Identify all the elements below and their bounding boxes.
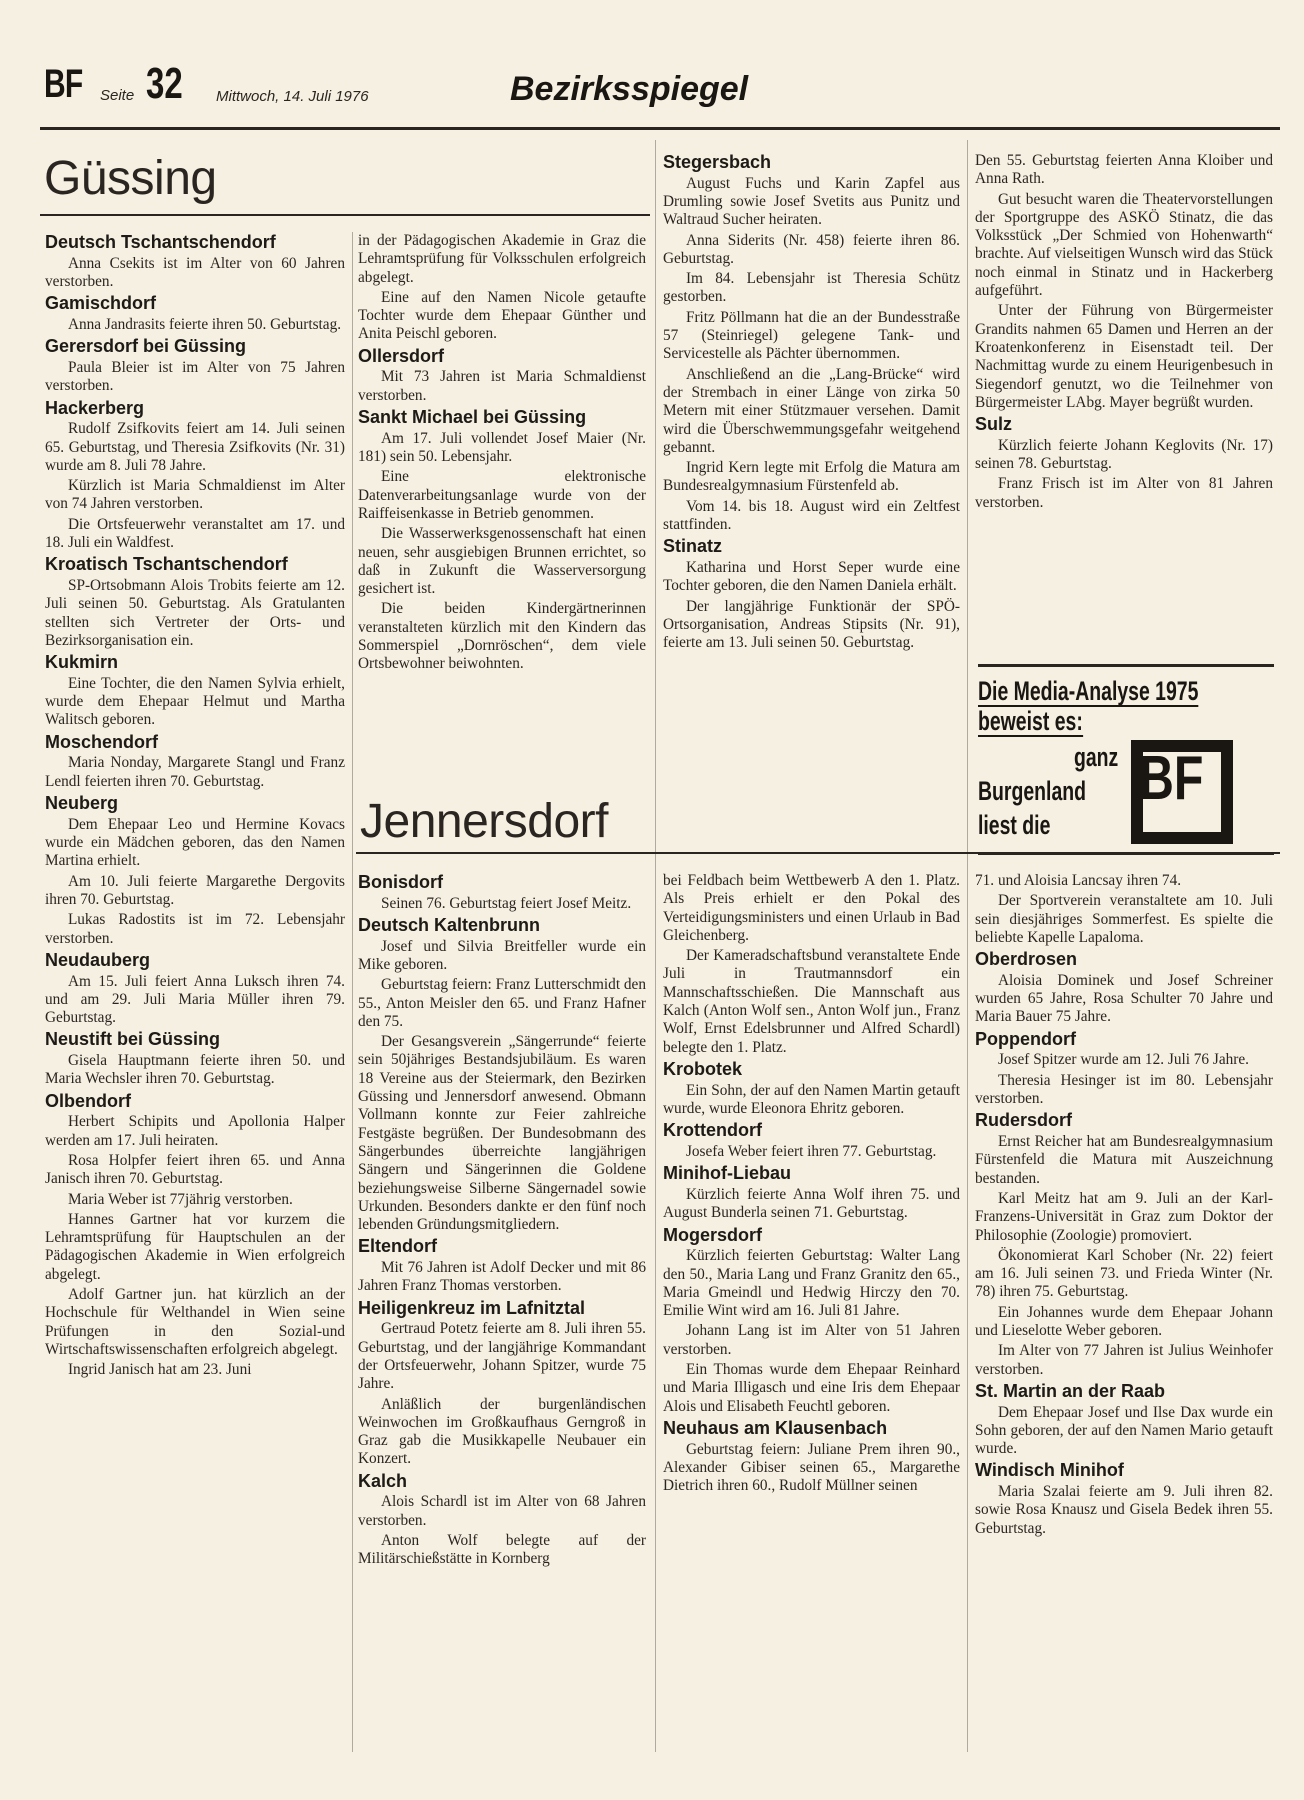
news-item [358,407,646,674]
place-heading: Kalch [358,1470,408,1491]
news-paragraph: Ingrid Janisch hat am 23. Juni [67,1361,252,1379]
news-item [663,1418,960,1496]
news-paragraph: Ein Johannes wurde dem Ehepaar Johann und Lieselotte Weber geboren. [975,1303,1273,1339]
news-paragraph: Maria Szalai feierte am 9. Juli ihren 82. sowie Rosa Knausz und Gisela Bedek ihren 55. Geburtstag. [975,1483,1273,1537]
ad-line: liest die [978,810,1051,840]
place-heading: Krottendorf [663,1120,762,1141]
ad-bottom-rule [978,852,1274,855]
page-label: Seite [100,87,135,104]
ad-top-rule [978,664,1274,667]
place-heading: Neuberg [45,793,119,814]
news-paragraph: Kürzlich ist Maria Schmaldienst im Alter von 74 Jahren verstorben. [45,477,345,513]
news-paragraph: Anschließend an die „Lang-Brücke“ wird der Strembach in einer Länge von zirka 50 Metern mit einer Stützmauer versehen. Damit wird die Überschwemmungsgefahr weitgehend gebannt. [663,365,960,456]
news-paragraph: Die Wasserwerksgenossenschaft hat einen neuen, sehr ausgiebigen Brunnen errichtet, so daß in Zukunft die Wasserversorgung gesichert ist. [358,525,646,598]
column-divider [967,140,968,1752]
news-item [663,1059,960,1118]
news-paragraph: Fritz Pöllmann hat die an der Bundesstraße 57 (Steinriegel) gelegene Tank- und Servicestelle als Pächter übernommen. [663,308,960,363]
news-paragraph: Josef und Silvia Breitfeller wurde ein Mike geboren. [358,937,646,973]
newspaper-logo: BF [44,62,83,106]
column-jennersdorf-3 [663,872,960,1497]
news-paragraph: Gut besucht waren die Theatervorstellungen der Sportgruppe des ASKÖ Stinatz, die das Volksstück „Der Schmied von Hohenwarth“ brachte. Auf vielseitigen Wunsch wird das Stück noch einmal in Stinatz und in Hackerberg aufgeführt. [975,190,1273,300]
news-paragraph: Geburtstag feiern: Franz Lutterschmidt den 55., Anton Meisler den 65. und Franz Hafner den 75. [358,976,646,1030]
column-guessing-3 [663,152,960,655]
news-paragraph: bei Feldbach beim Wettbewerb A den 1. Platz. Als Preis erhielt er den Pokal des Verteidigungsministers und einen Urlaub in Bad Gleichenberg. [663,872,960,944]
news-paragraph: Der Sportverein veranstaltete am 10. Juli sein diesjähriges Sommerfest. Es spielte die beliebte Kapelle Lapaloma. [975,892,1273,946]
place-heading: Kroatisch Tschantschendorf [45,554,288,575]
region-rule-guessing [40,214,650,216]
bf-logo-box [1131,740,1233,844]
news-item [45,793,345,948]
place-heading: Kukmirn [45,652,119,673]
news-paragraph: Rosa Holpfer feiert ihren 65. und Anna Janisch ihren 70. Geburtstag. [45,1151,345,1188]
news-paragraph: Eine auf den Namen Nicole getaufte Tochter wurde dem Ehepaar Günther und Anita Peischl geboren. [358,288,646,343]
news-item [975,872,1273,947]
place-heading: Minihof-Liebau [663,1163,791,1184]
column-guessing-4 [975,152,1273,514]
news-paragraph: Kürzlich feierte Anna Wolf ihren 75. und August Bunderla seinen 71. Geburtstag. [663,1185,960,1222]
news-paragraph: Anna Jandrasits feierte ihren 50. Geburtstag. [67,315,342,333]
news-paragraph: Ernst Reicher hat am Bundesrealgymnasium Fürstenfeld die Matura mit Auszeichnung bestanden. [975,1133,1273,1187]
place-heading: Poppendorf [975,1028,1076,1049]
place-heading: Heiligenkreuz im Lafnitztal [358,1297,586,1318]
news-paragraph: Die Ortsfeuerwehr veranstaltet am 17. und 18. Juli ein Waldfest. [45,515,345,552]
news-item [663,152,960,534]
news-item [663,536,960,652]
place-heading: Sankt Michael bei Güssing [358,407,587,428]
section-title: Bezirksspiegel [510,70,749,108]
news-paragraph: SP-Ortsobmann Alois Trobits feierte am 12. Juli seinen 50. Geburtstag. Als Gratulanten stellten sich Vertreter der Orts- und Bezirksorganisation ein. [45,577,345,649]
news-paragraph: Dem Ehepaar Leo und Hermine Kovacs wurde ein Mädchen geboren, das den Namen Martina erhielt. [45,815,345,870]
news-paragraph: in der Pädagogischen Akademie in Graz die Lehramtsprüfung für Volksschulen erfolgreich abgelegt. [358,232,646,286]
news-paragraph: Anton Wolf belegte auf der Militärschießstätte in Kornberg [358,1532,646,1568]
region-heading-jennersdorf: Jennersdorf [360,795,608,848]
news-paragraph: Rudolf Zsifkovits feiert am 14. Juli seinen 65. Geburtstag, und Theresia Zsifkovits (Nr. 31) wurde am 8. Juli 78 Jahre. [45,420,345,474]
place-heading: Eltendorf [358,1236,437,1257]
column-jennersdorf-2 [358,872,646,1571]
news-paragraph: Theresia Hesinger ist im 80. Lebensjahr verstorben. [975,1071,1273,1108]
news-paragraph: Lukas Radostits ist im 72. Lebensjahr verstorben. [45,911,345,947]
news-item [975,949,1273,1027]
column-jennersdorf-4 [975,872,1273,1540]
news-paragraph: Der Gesangsverein „Sängerrunde“ feierte sein 50jähriges Bestandsjubiläum. Es waren 18 Vereine aus der Steiermark, den Bezirken Güssing und Jennersdorf anwesend. Obmann Vollmann konnte zur Feier zahlreiche Festgäste begrüßen. Der Bundesobmann des Sängerbundes überreichte langjährigen Sängern und Sängerinnen die Goldene beziehungsweise Silberne Sängernadel sowie Urkunden. Besonders dankte er den fünf noch lebenden Gründungsmitgliedern. [358,1033,646,1234]
news-paragraph: Anläßlich der burgenländischen Weinwochen im Großkaufhaus Gerngroß in Graz gab die Musikkapelle Neubauer ein Konzert. [358,1395,646,1468]
news-paragraph: Alois Schardl ist im Alter von 68 Jahren verstorben. [358,1493,646,1529]
news-item [975,152,1273,412]
news-item [358,346,646,405]
place-heading: Mogersdorf [663,1224,762,1245]
ad-line: ganz [1074,742,1119,772]
news-item [663,872,960,1057]
news-item [358,1471,646,1569]
place-heading: Gamischdorf [45,293,157,314]
news-paragraph: Die beiden Kindergärtnerinnen veranstalteten kürzlich mit den Kindern das Sommerspiel „Dornröschen“, dem viele Ortsbewohner beiwohnten. [358,600,646,673]
news-item [663,1225,960,1416]
news-item [45,554,345,650]
place-heading: Windisch Minihof [975,1460,1124,1481]
column-divider [655,140,656,1752]
news-paragraph: Eine Tochter, die den Namen Sylvia erhielt, wurde dem Ehepaar Helmut und Martha Walitsch geboren. [45,674,345,729]
news-item [358,1236,646,1295]
place-heading: Bonisdorf [358,872,443,892]
ad-line: Die Media-Analyse 1975 [978,676,1199,706]
news-paragraph: Mit 76 Jahren ist Adolf Decker und mit 86 Jahren Franz Thomas verstorben. [358,1259,646,1295]
news-item [45,950,345,1028]
place-heading: Oberdrosen [975,949,1078,970]
place-heading: Gerersdorf bei Güssing [45,336,247,357]
news-item [358,232,646,344]
news-paragraph: Kürzlich feierten Geburtstag: Walter Lang den 50., Maria Lang und Franz Granitz den 65., Maria Gmeindl und Hedwig Hirczy den 70. Emilie Wint wird am 16. Juli 81 Jahre. [663,1247,960,1320]
news-item [358,1298,646,1469]
column-guessing-2 [358,232,646,676]
news-paragraph: Adolf Gartner jun. hat kürzlich an der Hochschule für Welthandel in Wien seine Prüfungen in den Sozial-und Wirtschaftswissenschaften erfolgreich abgelegt. [45,1286,345,1358]
news-paragraph: August Fuchs und Karin Zapfel aus Drumling sowie Josef Svetits aus Punitz und Waltraud Sucher heiraten. [663,174,960,229]
news-item [45,1091,345,1380]
news-paragraph: Anna Csekits ist im Alter von 60 Jahren verstorben. [45,254,345,290]
news-item [975,1460,1273,1538]
ad-line: beweist es: [978,706,1083,736]
news-paragraph: Am 17. Juli vollendet Josef Maier (Nr. 181) sein 50. Lebensjahr. [358,429,646,466]
place-heading: Neustift bei Güssing [45,1029,221,1050]
news-item [358,872,646,913]
place-heading: Deutsch Kaltenbrunn [358,914,541,935]
place-heading: Krobotek [663,1058,743,1079]
news-paragraph: Unter der Führung von Bürgermeister Grandits nahmen 65 Damen und Herren an der Kroatenkonferenz in Eisenstadt teil. Der Nachmittag wurde zu einem Heurigenbesuch in Siegendorf genutzt, wo die Teilnehmer von Bürgermeister LAbg. Mayer begrüßt wurden. [975,302,1273,411]
news-paragraph: Katharina und Horst Seper wurde eine Tochter geboren, die den Namen Daniela erhält. [663,559,960,595]
news-paragraph: Maria Nonday, Margarete Stangl und Franz Lendl feierten ihren 70. Geburtstag. [45,754,345,790]
news-paragraph: Ein Thomas wurde dem Ehepaar Reinhard und Maria Illigasch und eine Iris dem Ehepaar Alois und Elisabeth Feuchtl geboren. [663,1360,960,1415]
news-item [45,232,345,291]
news-item [975,414,1273,512]
news-paragraph: Der Kameradschaftsbund veranstaltete Ende Juli in Trautmannsdorf ein Mannschaftsschießen. Die Mannschaft aus Kalch (Anton Wolf sen., Anton Wolf jun., Franz Wolf, Ernst Edelsbrunner und Alfred Schardl) belegte den 1. Platz. [663,947,960,1056]
news-paragraph: Aloisia Dominek und Josef Schreiner wurden 65 Jahre, Rosa Schulter 70 Jahre und Maria Bauer 75 Jahre. [975,971,1273,1026]
news-paragraph: 71. und Aloisia Lancsay ihren 74. [975,872,1182,889]
column-guessing-1 [45,232,345,1382]
news-paragraph: Josefa Weber feiert ihren 77. Geburtstag. [685,1142,937,1160]
news-paragraph: Anna Siderits (Nr. 458) feierte ihren 86. Geburtstag. [663,231,960,267]
place-heading: Moschendorf [45,731,159,752]
news-paragraph: Vom 14. bis 18. August wird ein Zeltfest stattfinden. [663,497,960,534]
news-paragraph: Mit 73 Jahren ist Maria Schmaldienst verstorben. [358,368,646,404]
news-paragraph: Paula Bleier ist im Alter von 75 Jahren verstorben. [45,358,345,395]
news-paragraph: Am 15. Juli feiert Anna Luksch ihren 74. und am 29. Juli Maria Müller ihren 79. Geburtstag. [45,972,345,1027]
news-item [663,1120,960,1161]
region-heading-guessing: Güssing [44,152,217,205]
place-heading: St. Martin an der Raab [975,1380,1166,1401]
masthead-rule [40,127,1280,130]
news-paragraph: Maria Weber ist 77jährig verstorben. [67,1190,293,1208]
news-paragraph: Den 55. Geburtstag feierten Anna Kloiber und Anna Rath. [975,152,1273,188]
news-paragraph: Herbert Schipits und Apollonia Halper werden am 17. Juli heiraten. [45,1113,345,1149]
news-paragraph: Dem Ehepaar Josef und Ilse Dax wurde ein Sohn geboren, der auf den Namen Mario getauft wurde. [975,1403,1273,1458]
place-heading: Hackerberg [45,397,145,418]
column-divider [352,232,353,1752]
news-paragraph: Ein Sohn, der auf den Namen Martin getauft wurde, wurde Eleonora Ehritz geboren. [663,1081,960,1117]
news-item [975,1110,1273,1379]
place-heading: Sulz [975,414,1013,435]
news-paragraph: Im Alter von 77 Jahren ist Julius Weinhofer verstorben. [975,1342,1273,1378]
news-paragraph: Josef Spitzer wurde am 12. Juli 76 Jahre. [997,1051,1250,1069]
news-paragraph: Johann Lang ist im Alter von 51 Jahren verstorben. [663,1322,960,1358]
place-heading: Neuhaus am Klausenbach [663,1417,888,1438]
news-item [45,293,345,334]
issue-date: Mittwoch, 14. Juli 1976 [216,88,369,105]
news-paragraph: Karl Meitz hat am 9. Juli an der Karl-Franzens-Universität in Graz zum Doktor der Philosophie (Zoologie) promoviert. [975,1189,1273,1244]
masthead [40,58,1280,128]
news-paragraph: Im 84. Lebensjahr ist Theresia Schütz gestorben. [663,270,960,306]
news-paragraph: Hannes Gartner hat vor kurzem die Lehramtsprüfung für Hauptschulen an der Pädagogischen Akademie in Wien erfolgreich abgelegt. [45,1210,345,1283]
bf-logo: BF [1139,744,1204,813]
place-heading: Ollersdorf [358,345,445,366]
ad-line: Burgenland [978,776,1087,806]
news-paragraph: Eine elektronische Datenverarbeitungsanlage wurde von der Raiffeisenkasse in Betrieb genommen. [358,468,646,522]
news-item [975,1029,1273,1109]
news-paragraph: Gertraud Potetz feierte am 8. Juli ihren 55. Geburtstag, und der langjährige Kommandant der Ortsfeuerwehr, Johann Spitzer, wurde 75 Jahre. [358,1320,646,1393]
news-item [663,1163,960,1222]
news-item [45,398,345,553]
page-number: 32 [146,59,183,108]
news-item [45,732,345,791]
news-item [45,336,345,395]
media-analyse-advertisement [978,664,1274,854]
place-heading: Deutsch Tschantschendorf [45,232,276,252]
news-item [358,915,646,1234]
news-paragraph: Geburtstag feiern: Juliane Prem ihren 90., Alexander Gibiser seinen 65., Margarethe Dietrich ihren 60., Rudolf Müllner seinen [663,1440,960,1495]
news-paragraph: Gisela Hauptmann feierte ihren 50. und Maria Wechsler ihren 70. Geburtstag. [45,1052,345,1088]
news-paragraph: Ökonomierat Karl Schober (Nr. 22) feiert am 16. Juli seinen 73. und Frieda Winter (Nr. 78) ihren 75. Geburtstag. [975,1246,1273,1301]
news-paragraph: Der langjährige Funktionär der SPÖ-Ortsorganisation, Andreas Stipsits (Nr. 91), feierte am 13. Juli seinen 50. Geburtstag. [663,597,960,652]
news-paragraph: Am 10. Juli feierte Margarethe Dergovits ihren 70. Geburtstag. [45,872,345,908]
news-paragraph: Ingrid Kern legte mit Erfolg die Matura am Bundesrealgymnasium Fürstenfeld ab. [663,459,960,495]
place-heading: Rudersdorf [975,1110,1073,1131]
news-item [45,652,345,730]
place-heading: Olbendorf [45,1090,131,1111]
news-paragraph: Kürzlich feierte Johann Keglovits (Nr. 17) seinen 78. Geburtstag. [975,436,1273,473]
place-heading: Stinatz [663,536,723,557]
news-item [975,1381,1273,1459]
news-paragraph: Seinen 76. Geburtstag feiert Josef Meitz. [380,894,632,912]
place-heading: Neudauberg [45,949,151,970]
news-paragraph: Franz Frisch ist im Alter von 81 Jahren verstorben. [975,475,1273,511]
place-heading: Stegersbach [663,152,772,172]
news-item [45,1029,345,1088]
